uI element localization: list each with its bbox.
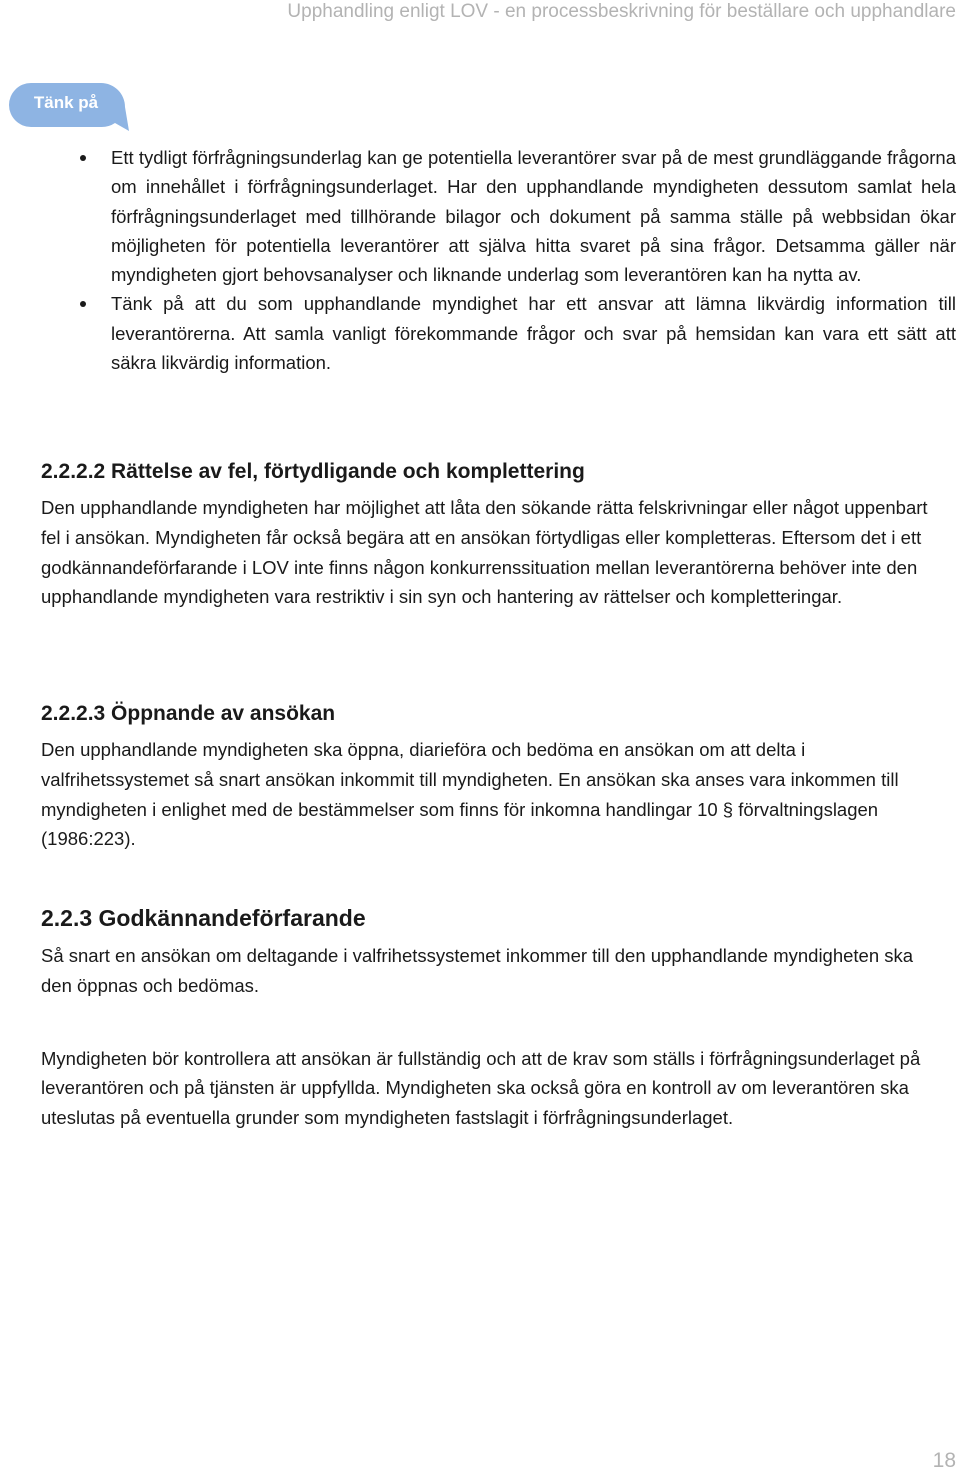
section-heading: 2.2.2.3 Öppnande av ansökan xyxy=(41,702,336,725)
section-paragraph: Den upphandlande myndigheten har möjlighet att låta den sökande rätta felskrivningar eller något uppenbart fel i ansökan. Myndigheten får också begära att en ansökan förtydligas eller kompletteras. Eftersom det i ett godkännandeförfarande i LOV inte finns någon konkurrenssituation mellan leverantörerna behöver inte den upphandlande myndigheten vara restriktiv i sin syn och hantering av rättelser och kompletteringar. xyxy=(41,497,928,608)
section-oppnande xyxy=(41,701,941,854)
section-godkannandeforfarande xyxy=(41,905,941,1133)
bullet-icon xyxy=(80,155,86,161)
tip-text: Ett tydligt förfrågningsunderlag kan ge potentiella leverantörer svar på de mest grundläggande frågorna om innehållet i förfrågningsunderlaget. Har den upphandlande myndigheten dessutom samlat hela förfrågningsunderlaget med tillhörande bilagor och dokument på samma ställe på webbsidan ökar möjligheten för potentiella leverantörer att själva hitta svaret på sina frågor. Detsamma gäller när myndigheten gjort behovsanalyser och liknande underlag som leverantören kan ha nytta av. xyxy=(111,147,956,286)
tip-item xyxy=(111,289,956,377)
tip-item xyxy=(111,143,956,289)
tank-pa-callout xyxy=(7,82,129,132)
tip-text: Tänk på att du som upphandlande myndighet har ett ansvar att lämna likvärdig information till leverantörerna. Att samla vanligt förekommande frågor och svar på hemsidan kan vara ett sätt att säkra likvärdig information. xyxy=(111,293,956,374)
section-rattelse xyxy=(41,459,941,612)
section-paragraph: Myndigheten bör kontrollera att ansökan är fullständig och att de krav som ställs i förfrågningsunderlaget på leverantören och på tjänsten är uppfyllda. Myndigheten ska också göra en kontroll av om leverantören ska uteslutas på eventuella grunder som myndigheten fastslagit i förfrågningsunderlaget. xyxy=(41,1047,921,1129)
bullet-icon xyxy=(80,301,86,307)
section-heading: 2.2.2.2 Rättelse av fel, förtydligande och komplettering xyxy=(41,460,585,483)
page-number: 18 xyxy=(932,1449,956,1472)
running-header: Upphandling enligt LOV - en processbeskrivning för beställare och upphandlare xyxy=(287,1,956,22)
callout-label: Tänk på xyxy=(33,93,99,112)
section-heading: 2.2.3 Godkännandeförfarande xyxy=(41,905,366,931)
tips-list xyxy=(111,143,956,377)
section-paragraph: Så snart en ansökan om deltagande i valfrihetssystemet inkommer till den upphandlande myndigheten ska den öppnas och bedömas. xyxy=(41,945,914,996)
section-paragraph: Den upphandlande myndigheten ska öppna, diarieföra och bedöma en ansökan om att delta i valfrihetssystemet så snart ansökan inkommit till myndigheten. En ansökan ska anses vara inkommen till myndigheten i enlighet med de bestämmelser som finns för inkomna handlingar 10 § förvaltningslagen (1986:223). xyxy=(41,739,899,850)
